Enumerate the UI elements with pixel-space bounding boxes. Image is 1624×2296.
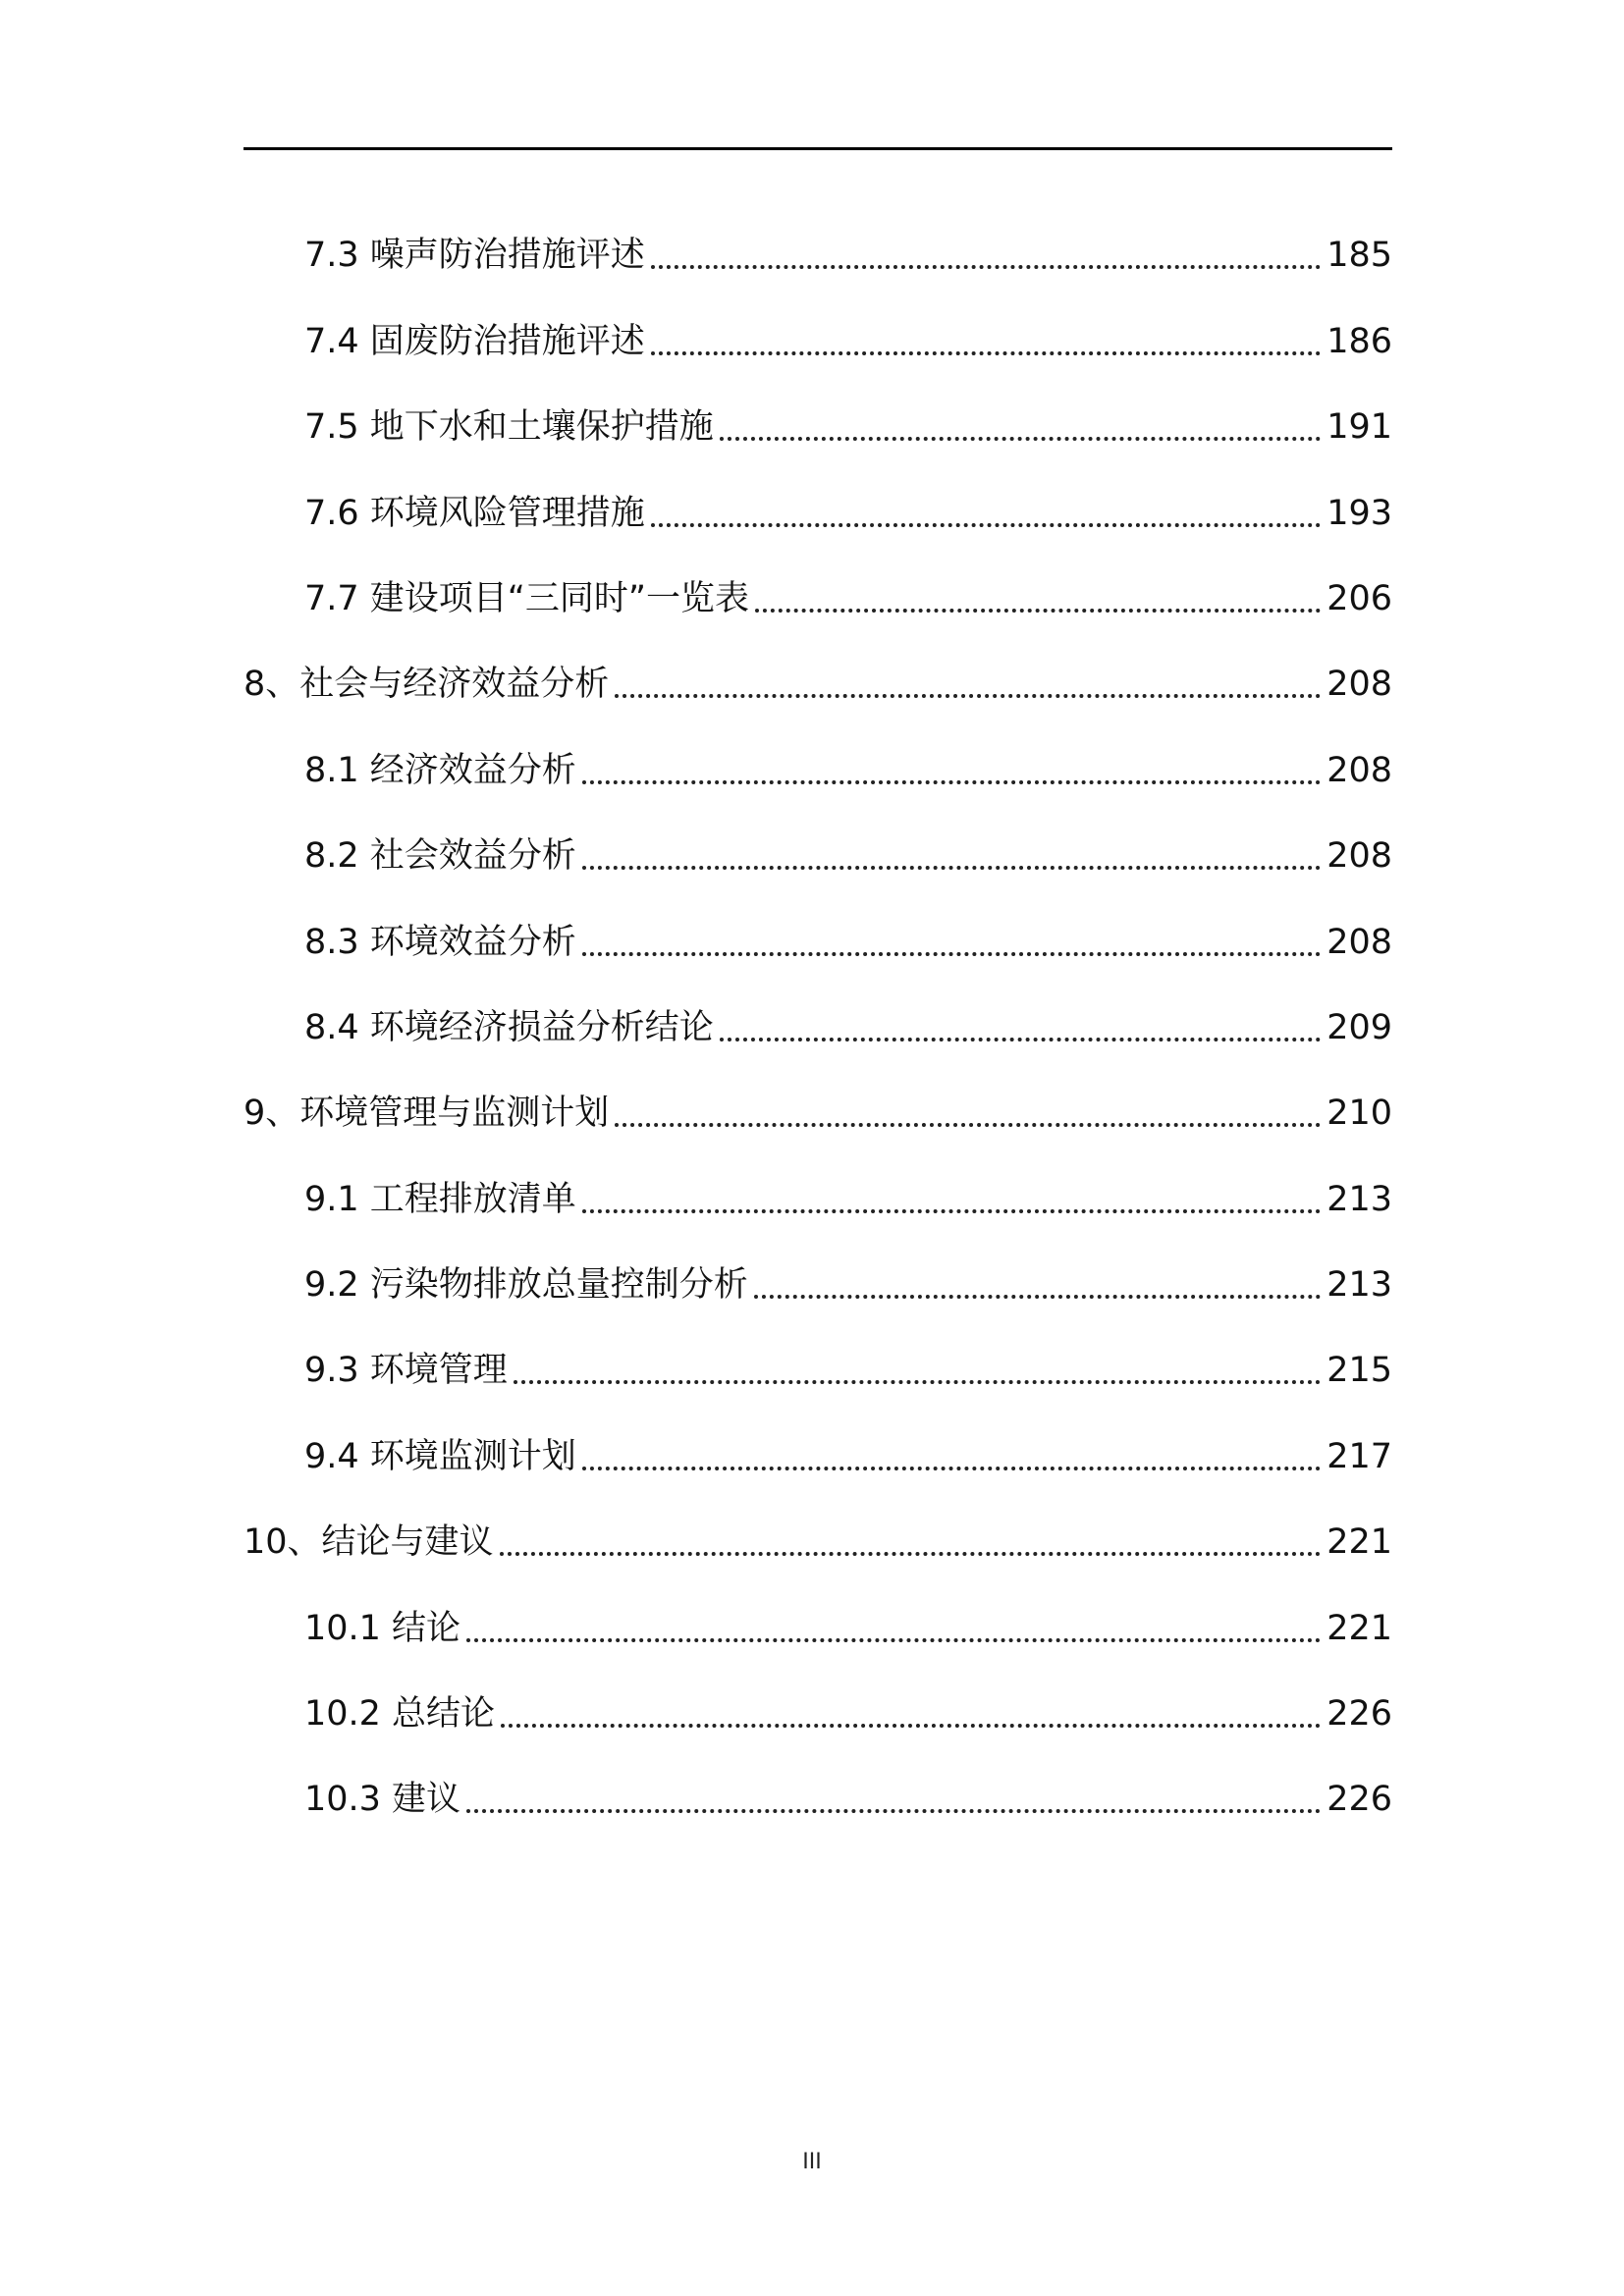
- toc-entry-8-1[interactable]: [244, 716, 1392, 801]
- toc-entry-10-3[interactable]: [244, 1745, 1392, 1831]
- toc-dot-leader: [582, 1209, 1321, 1213]
- toc-entry-page: 215: [1326, 1351, 1392, 1391]
- toc-entry-title: 9.1 工程排放清单: [304, 1179, 576, 1219]
- toc-dot-leader: [720, 1038, 1321, 1041]
- toc-entry-9[interactable]: [244, 1059, 1392, 1145]
- toc-entry-title: 8.4 环境经济损益分析结论: [304, 1007, 714, 1047]
- toc-entry-page: 217: [1326, 1436, 1392, 1476]
- toc-entry-title: 8.2 社会效益分析: [304, 836, 576, 877]
- toc-entry-7-5[interactable]: [244, 373, 1392, 458]
- toc-entry-title: 10.2 总结论: [304, 1694, 496, 1735]
- toc-dot-leader: [615, 694, 1321, 698]
- toc-dot-leader: [582, 780, 1321, 784]
- toc-entry-page: 221: [1326, 1522, 1392, 1563]
- toc-entry-8-3[interactable]: [244, 887, 1392, 973]
- toc-entry-title: 10、结论与建议: [244, 1522, 494, 1563]
- toc-entry-title: 7.3 噪声防治措施评述: [304, 236, 645, 276]
- toc-entry-8-4[interactable]: [244, 974, 1392, 1059]
- toc-entry-title: 9.4 环境监测计划: [304, 1436, 576, 1476]
- toc-entry-10[interactable]: [244, 1488, 1392, 1574]
- toc-entry-7-4[interactable]: [244, 287, 1392, 372]
- toc-entry-page: 206: [1326, 578, 1392, 618]
- toc-entry-title: 10.1 结论: [304, 1608, 461, 1648]
- toc-dot-leader: [615, 1123, 1321, 1127]
- toc-entry-page: 209: [1326, 1007, 1392, 1047]
- toc-entry-9-3[interactable]: [244, 1316, 1392, 1402]
- toc-entry-title: 8、社会与经济效益分析: [244, 665, 610, 705]
- toc-entry-page: 213: [1326, 1179, 1392, 1219]
- toc-entry-8[interactable]: [244, 630, 1392, 716]
- toc-entry-title: 8.1 经济效益分析: [304, 750, 576, 790]
- toc-dot-leader: [582, 866, 1321, 870]
- toc-dot-leader: [651, 265, 1321, 269]
- toc-entry-page: 210: [1326, 1094, 1392, 1134]
- toc-entry-9-2[interactable]: [244, 1231, 1392, 1316]
- toc-entry-page: 208: [1326, 922, 1392, 962]
- toc-entry-title: 9.3 环境管理: [304, 1351, 508, 1391]
- toc-dot-leader: [514, 1380, 1321, 1384]
- toc-entry-page: 226: [1326, 1694, 1392, 1735]
- toc-dot-leader: [466, 1809, 1321, 1813]
- toc-entry-page: 208: [1326, 836, 1392, 877]
- toc-entry-page: 185: [1326, 236, 1392, 276]
- toc-dot-leader: [582, 952, 1321, 956]
- toc-entry-page: 226: [1326, 1780, 1392, 1820]
- toc-dot-leader: [501, 1724, 1321, 1728]
- toc-entry-7-6[interactable]: [244, 458, 1392, 544]
- toc-entry-title: 7.7 建设项目“三同时”一览表: [304, 578, 750, 618]
- toc-entry-page: 221: [1326, 1608, 1392, 1648]
- toc-dot-leader: [651, 351, 1321, 355]
- toc-entry-title: 8.3 环境效益分析: [304, 922, 576, 962]
- toc-entry-7-7[interactable]: [244, 545, 1392, 630]
- toc-entry-title: 9.2 污染物排放总量控制分析: [304, 1265, 748, 1306]
- toc-dot-leader: [582, 1467, 1321, 1470]
- toc-entry-7-3[interactable]: [244, 201, 1392, 287]
- page-number: III: [802, 2150, 822, 2174]
- toc-dot-leader: [720, 437, 1321, 441]
- header-rule: [244, 147, 1392, 150]
- toc-entry-10-2[interactable]: [244, 1660, 1392, 1745]
- toc-entry-page: 208: [1326, 750, 1392, 790]
- toc-dot-leader: [651, 523, 1321, 527]
- toc-entry-10-1[interactable]: [244, 1574, 1392, 1659]
- toc-entry-8-2[interactable]: [244, 802, 1392, 887]
- toc-entry-9-4[interactable]: [244, 1402, 1392, 1487]
- toc-entry-title: 10.3 建议: [304, 1780, 461, 1820]
- toc-entry-title: 7.6 环境风险管理措施: [304, 493, 645, 533]
- toc-dot-leader: [754, 1295, 1321, 1299]
- table-of-contents: [244, 201, 1392, 1831]
- toc-entry-title: 7.5 地下水和土壤保护措施: [304, 407, 714, 448]
- toc-entry-page: 213: [1326, 1265, 1392, 1306]
- toc-entry-page: 193: [1326, 493, 1392, 533]
- toc-entry-page: 191: [1326, 407, 1392, 448]
- toc-entry-9-1[interactable]: [244, 1145, 1392, 1230]
- toc-entry-page: 186: [1326, 321, 1392, 361]
- toc-dot-leader: [755, 609, 1321, 613]
- toc-entry-title: 7.4 固废防治措施评述: [304, 321, 645, 361]
- toc-entry-title: 9、环境管理与监测计划: [244, 1094, 610, 1134]
- toc-dot-leader: [500, 1552, 1322, 1556]
- toc-dot-leader: [466, 1638, 1321, 1642]
- toc-entry-page: 208: [1326, 665, 1392, 705]
